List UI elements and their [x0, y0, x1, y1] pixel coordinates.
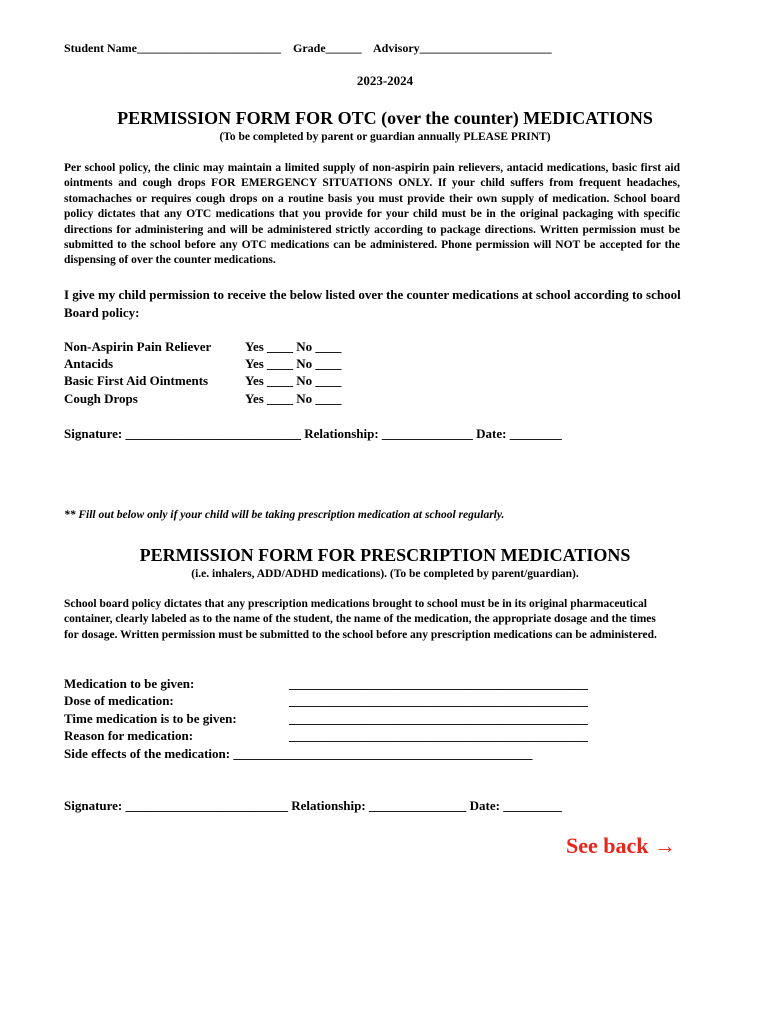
rx-policy-paragraph: School board policy dictates that any prescription medications brought to school must be in its original pharmaceutical container, clearly labeled as to the name of the student, the name of the medication, the appropriate dosage and the times for dosage. Written permission must be submitted to the school before any prescription medications can be administered. — [64, 598, 657, 641]
otc-form-title: PERMISSION FORM FOR OTC (over the counter) MEDICATIONS — [117, 108, 653, 128]
student-info-line: Student Name________________________ Grade______ Advisory______________________ — [64, 41, 552, 55]
otc-item-choice: Yes ____ No ____ — [245, 356, 342, 371]
rx-field-label: Medication to be given: — [64, 676, 195, 691]
rx-form-subtitle: (i.e. inhalers, ADD/ADHD medications). (To be completed by parent/guardian). — [191, 568, 579, 580]
otc-item-choice: Yes ____ No ____ — [245, 391, 342, 406]
rx-field-line: ______________________________________________ — [289, 676, 588, 691]
see-back-notice: See back → — [566, 833, 676, 858]
rx-signature-line: Signature: _________________________ Relationship: _______________ Date: _________ — [64, 798, 562, 813]
otc-item-choice: Yes ____ No ____ — [245, 373, 342, 388]
otc-item-label: Non-Aspirin Pain Reliever — [64, 339, 212, 354]
otc-policy-paragraph: Per school policy, the clinic may maintain a limited supply of non-aspirin pain relievers, antacid medications, basic first aid ointments and cough drops FOR EMERGENCY SITUATIONS ONLY. If your child suffers from frequent headaches, stomachaches or requires cough drops on a routine basis you must provide their own supply of medication. School board policy dictates that any OTC medications that you provide for your child must be in the original packaging with specific directions for administering and will be administered strictly according to package directions. Written permission must be submitted to the school before any OTC medications can be administered. Phone permission will NOT be accepted for the dispensing of over the counter medications. — [64, 162, 680, 267]
otc-item-choice: Yes ____ No ____ — [245, 339, 342, 354]
rx-form-title: PERMISSION FORM FOR PRESCRIPTION MEDICATIONS — [139, 545, 631, 565]
rx-field-label: Dose of medication: — [64, 693, 174, 708]
rx-field-line: ______________________________________________ — [289, 728, 588, 743]
school-year: 2023-2024 — [356, 73, 414, 88]
otc-item-label: Basic First Aid Ointments — [64, 373, 209, 388]
otc-item-label: Antacids — [64, 356, 114, 371]
otc-permission-statement: I give my child permission to receive the below listed over the counter medications at school according to school Board policy: — [64, 287, 681, 320]
rx-field-line: ______________________________________________ — [289, 693, 588, 708]
otc-item-label: Cough Drops — [64, 391, 138, 406]
otc-form-subtitle: (To be completed by parent or guardian annually PLEASE PRINT) — [219, 131, 551, 143]
rx-field-label: Reason for medication: — [64, 728, 194, 743]
otc-signature-line: Signature: ___________________________ Relationship: ______________ Date: ________ — [64, 426, 562, 441]
prescription-note: ** Fill out below only if your child will be taking prescription medication at school regularly. — [64, 509, 505, 521]
rx-side-effects-line: Side effects of the medication: ______________________________________________ — [64, 746, 533, 761]
rx-field-label: Time medication is to be given: — [64, 711, 237, 726]
rx-field-line: ______________________________________________ — [289, 711, 588, 726]
